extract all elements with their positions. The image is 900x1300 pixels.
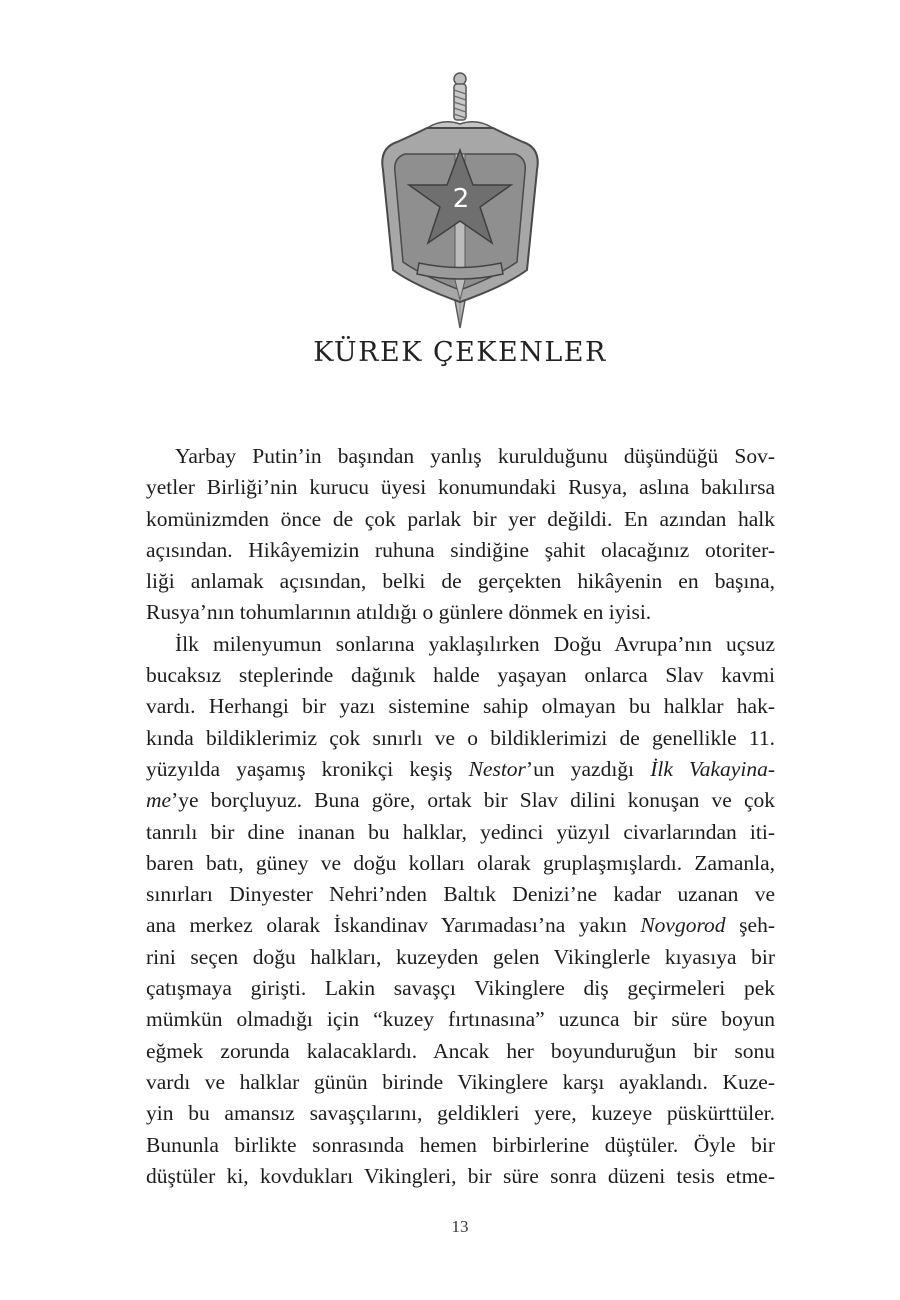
text-segment: ’ye borçluyuz. Buna göre, ortak bir Slav dilini konuşan ve çok — [171, 788, 775, 813]
text-line: komünizmden önce de çok parlak bir yer değildi. En azından halk — [146, 506, 775, 531]
text-line: açısından. Hikâyemizin ruhuna sindiğine şahit olacağınız otoriter- — [146, 537, 775, 562]
text-line: eğmek zorunda kalacaklardı. Ancak her boyunduruğun bir sonu — [146, 1038, 775, 1063]
text-line: kında bildiklerimiz çok sınırlı ve o bildiklerimizi de genellikle 11. — [146, 725, 775, 750]
chapter-number: 2 — [452, 184, 470, 214]
text-line — [146, 785, 775, 816]
paragraph — [146, 441, 775, 629]
text-line: vardı. Herhangi bir yazı sistemine sahip olmayan bu halklar hak- — [146, 694, 775, 719]
text-line: Bununla birlikte sonrasında hemen birbirlerine düştüler. Öyle bir — [146, 1132, 775, 1157]
text-line: Yarbay Putin’in başından yanlış kurulduğunu düşündüğü Sov- — [175, 444, 775, 468]
text-segment: ana merkez olarak İskandinav Yarımadası’na yakın — [146, 913, 641, 938]
text-line: yetler Birliği’nin kurucu üyesi konumundaki Rusya, aslına bakılırsa — [146, 475, 775, 500]
text-line: bucaksız steplerinde dağınık halde yaşayan onlarca Slav kavmi — [146, 663, 775, 688]
text-line: sınırları Dinyester Nehri’nden Baltık Denizi’ne kadar uzanan ve — [146, 882, 775, 907]
chapter-title: KÜREK ÇEKENLER — [313, 337, 607, 368]
text-line: yin bu amansız savaşçılarını, geldikleri yere, kuzeye püskürttüler. — [146, 1101, 775, 1126]
text-segment: şeh- — [725, 913, 775, 938]
chapter-emblem — [375, 70, 545, 332]
italic-text: Novgorod — [640, 913, 726, 938]
text-line — [146, 910, 775, 941]
italic-text: Nestor — [468, 756, 526, 781]
text-line — [146, 754, 775, 785]
italic-text: İlk Vakayina- — [650, 756, 775, 781]
text-line: vardı ve halklar günün birinde Vikinglere karşı ayaklandı. Kuze- — [146, 1069, 775, 1094]
text-line: rini seçen doğu halkları, kuzeyden gelen Vikinglerle kıyasıya bir — [146, 944, 775, 969]
text-line: düştüler ki, kovdukları Vikingleri, bir süre sonra düzeni tesis etme- — [146, 1163, 775, 1188]
text-line: çatışmaya girişti. Lakin savaşçı Vikinglere diş geçirmeleri pek — [146, 976, 775, 1001]
paragraph — [146, 629, 775, 1192]
body-text — [146, 441, 775, 1192]
text-line: İlk milenyumun sonlarına yaklaşılırken Doğu Avrupa’nın uçsuz — [175, 631, 775, 656]
text-segment: ’un yazdığı — [525, 756, 651, 781]
page-number: 13 — [451, 1217, 469, 1236]
italic-text: me — [146, 788, 172, 813]
text-line: liği anlamak açısından, belki de gerçekten hikâyenin en başına, — [146, 569, 775, 594]
sword-pommel — [454, 73, 466, 85]
text-line: tanrılı bir dine inanan bu halklar, yedinci yüzyıl civarlarından iti- — [146, 819, 775, 844]
text-line: mümkün olmadığı için “kuzey fırtınasına” uzunca bir süre boyun — [146, 1007, 775, 1032]
text-segment: yüzyılda yaşamış kronikçi keşiş — [146, 756, 469, 781]
text-line: Rusya’nın tohumlarının atıldığı o günlere dönmek en iyisi. — [146, 600, 652, 625]
text-line: baren batı, güney ve doğu kolları olarak gruplaşmışlardı. Zamanla, — [146, 850, 775, 875]
